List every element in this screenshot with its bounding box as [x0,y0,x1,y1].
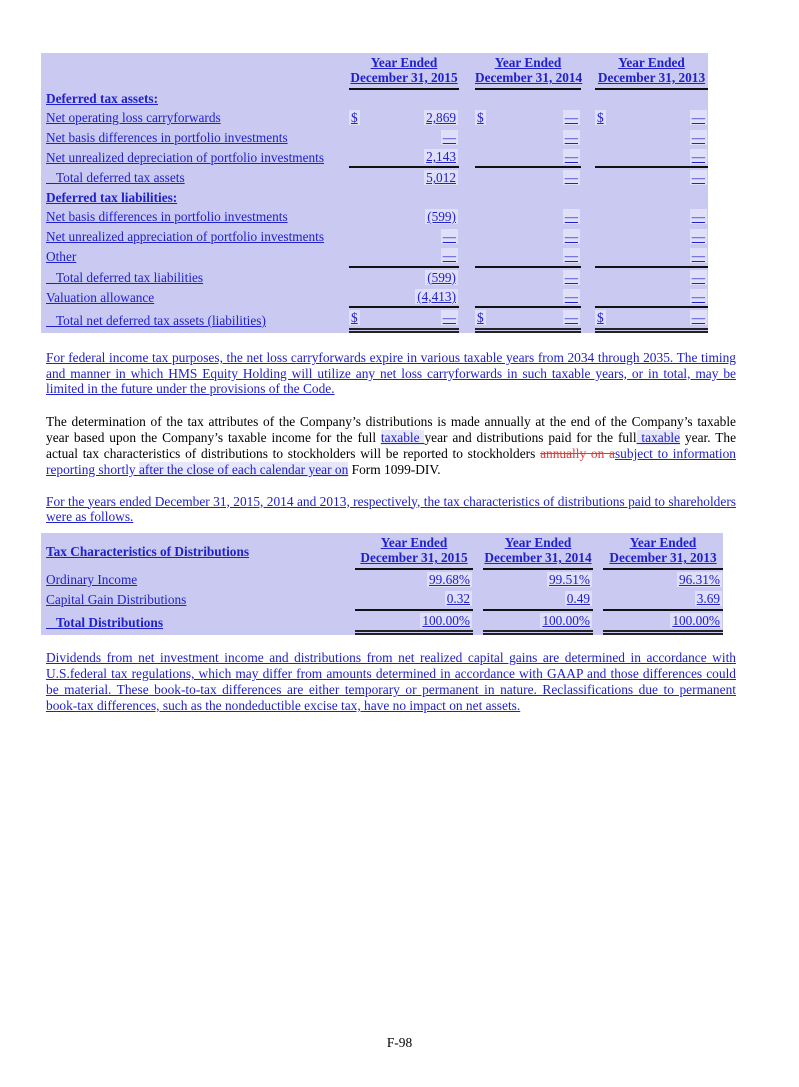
column-header-line1: Year Ended [629,535,697,551]
row-label: Total net deferred tax assets (liabilities) [46,312,266,328]
column-header-2015 [355,533,473,569]
row-label: Ordinary Income [46,571,138,587]
table-row [41,287,708,307]
table-row [41,610,723,633]
page-number: F-98 [386,1035,413,1050]
column-header-line2: December 31, 2014 [475,69,583,85]
row-label: Valuation allowance [46,290,155,305]
cell-value: — [691,209,705,225]
cell-value: — [691,269,705,285]
column-header-line2: December 31, 2015 [360,550,468,566]
inserted-text: subject to information reporting shortly [46,445,736,477]
table-row [41,188,708,207]
column-header-line1: Year Ended [370,55,438,70]
cell-value: — [442,248,456,264]
cell-value: — [691,248,705,264]
cell-value: 100.00% [542,612,590,628]
column-header-2013 [595,53,708,89]
row-label: Net basis differences in portfolio investments [46,129,288,145]
paragraph-loss-carryforwards: For federal income tax purposes, the net loss carryforwards expire in various taxable years from 2034 through 2035. The timing and manner in which HMS Equity Holding will utilize any net loss carryforwards in such taxable years, or in total, may be limited in the future under the provisions of the Code. [46,349,736,397]
table-row [41,108,708,127]
cell-value: — [691,149,705,165]
row-label: Capital Gain Distributions [46,592,187,608]
row-label: Total deferred tax liabilities [46,269,204,285]
cell-value: 5,012 [426,170,456,186]
currency-symbol: $ [351,310,358,326]
currency-symbol: $ [477,110,484,126]
cell-value: — [691,129,705,145]
cell-value: — [564,228,578,244]
cell-value: 2,143 [426,149,456,165]
paragraph-dividends-gaap: Dividends from net investment income and distributions from net realized capital gains are determined in accordance with U.S.federal tax regulations, which may differ from amounts determined in accordance with GAAP and those differences could be material. These book-to-tax differences are either temporary or permanent in nature. Reclassifications due to permanent book-tax differences, such as the nondeductible excise tax, have no impact on net assets. [46,650,736,713]
cell-value: — [564,209,578,225]
table-header-row [41,53,708,89]
cell-value: 96.31% [679,571,720,587]
inserted-text: taxable [380,430,425,446]
column-header-line1: Year Ended [504,535,572,551]
table-row [41,227,708,246]
row-label: Total deferred tax assets [46,170,185,186]
table-row [41,167,708,187]
currency-symbol: $ [477,310,484,326]
text-run: The determination of the tax attributes of the Company’s distributions is made annually at the end of the Company’s taxable year based upon the Company’s taxable income for the full [46,414,736,446]
cell-value: 100.00% [422,612,470,628]
column-header-line2: December 31, 2014 [484,550,592,566]
text-run: year and distributions paid for the full [424,430,637,446]
cell-value: — [564,170,578,186]
inserted-text: after the close of each calendar year on [138,461,349,477]
cell-value: 99.68% [429,571,470,587]
cell-value: — [564,129,578,145]
column-header-2015 [349,53,459,89]
table-row [41,246,708,266]
cell-value: 0.49 [566,591,590,607]
row-label: Net unrealized appreciation of portfolio investments [46,228,325,244]
cell-value: — [691,310,705,326]
cell-value: — [691,170,705,186]
deferred-tax-table [41,53,708,333]
row-label: Net unrealized depreciation of portfolio investments [46,150,325,166]
inserted-text: taxable [636,430,681,446]
table-title: Tax Characteristics of Distributions [46,543,250,559]
column-header-line1: Year Ended [380,535,448,551]
text-run: Form 1099-DIV. [348,461,441,477]
column-header-2013 [603,533,723,569]
text-run: year. The actual tax characteristics of distributions to stockholders will be reported to stockholders [46,430,737,461]
cell-value: (599) [427,269,456,285]
currency-symbol: $ [597,310,604,326]
cell-value: — [691,228,705,244]
deleted-text: annually on a [540,445,615,461]
cell-value: 2,869 [426,110,456,126]
paragraph-distributions-intro: For the years ended December 31, 2015, 2014 and 2013, respectively, the tax characteristics of distributions paid to shareholders were as follows. [46,493,736,525]
paragraph-tax-attributes [46,414,736,477]
currency-symbol: $ [597,110,604,126]
cell-value: — [442,129,456,145]
cell-value: 3.69 [696,591,720,607]
row-label: Total Distributions [46,615,163,631]
table-row [41,267,708,287]
cell-value: — [564,149,578,165]
cell-value: (4,413) [417,289,456,304]
row-label: Deferred tax liabilities: [46,189,178,205]
cell-value: — [564,269,578,285]
table-row [41,128,708,147]
column-header-line1: Year Ended [494,55,562,70]
column-header-line2: December 31, 2013 [597,69,706,85]
cell-value: — [442,310,456,326]
table-row [41,147,708,167]
cell-value: — [564,289,578,304]
column-header-2014 [483,533,593,569]
row-label: Deferred tax assets: [46,90,158,106]
cell-value: (599) [427,209,456,225]
row-label: Net basis differences in portfolio investments [46,209,288,225]
table-row [41,207,708,226]
cell-value: — [564,110,578,126]
row-label: Other [46,249,77,265]
table-row [41,589,723,609]
column-header-line1: Year Ended [618,55,685,70]
column-header-line2: December 31, 2013 [609,550,717,566]
distributions-table [41,533,723,635]
table-row [41,307,708,330]
table-row [41,89,708,108]
cell-value: — [442,228,456,244]
table-header-row [41,533,723,569]
cell-value: — [564,310,578,326]
table-row [41,569,723,589]
column-header-2014 [475,53,581,89]
cell-value: 0.32 [446,591,470,607]
cell-value: — [691,289,705,304]
row-label: Net operating loss carryforwards [46,110,221,126]
cell-value: — [564,248,578,264]
cell-value: — [691,110,705,126]
currency-symbol: $ [351,110,358,126]
cell-value: 99.51% [549,571,590,587]
cell-value: 100.00% [672,612,720,628]
column-header-line2: December 31, 2015 [350,69,458,85]
